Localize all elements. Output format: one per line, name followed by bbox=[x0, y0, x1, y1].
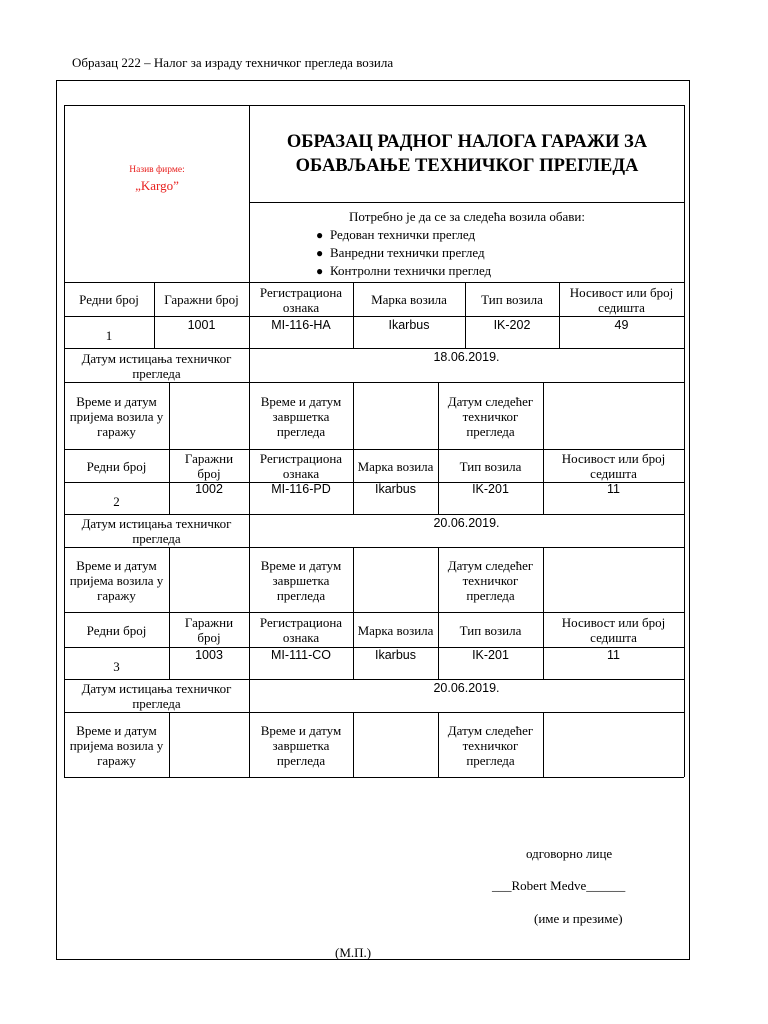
received-label: Време и датум пријема возила у гаражу bbox=[69, 722, 164, 768]
name-hint: (име и презиме) bbox=[534, 911, 623, 926]
vehicle-number: 3 bbox=[113, 658, 120, 674]
list-item: ● Редован технички преглед bbox=[316, 227, 476, 242]
firm-label: Назив фирме: bbox=[129, 165, 185, 175]
completed-label: Време и датум завршетка прегледа bbox=[260, 722, 342, 768]
form-caption: Образац 222 – Налог за израду техничког прегледа возила bbox=[72, 55, 394, 70]
column-header: Регистрациона ознака bbox=[259, 615, 343, 645]
expiry-label: Датум истицања техничког прегледа bbox=[81, 350, 232, 381]
vehicle-number: 1 bbox=[105, 327, 113, 343]
column-header: Редни број bbox=[86, 458, 147, 474]
column-header: Редни број bbox=[86, 622, 147, 638]
vehicle-capacity: 11 bbox=[607, 648, 620, 662]
responsible-person-label: одговорно лице bbox=[526, 846, 613, 861]
garage-number: 1002 bbox=[195, 482, 223, 496]
bullet-icon: ● bbox=[316, 264, 324, 278]
stamp-placeholder: (М.П.) bbox=[335, 945, 372, 960]
completed-label: Време и датум завршетка прегледа bbox=[260, 557, 342, 603]
list-item: ● Ванредни технички преглед bbox=[316, 245, 485, 260]
completed-label: Време и датум завршетка прегледа bbox=[260, 393, 342, 439]
column-header: Гаражни број bbox=[184, 451, 234, 481]
column-header: Носивост или број седишта bbox=[561, 615, 666, 645]
registration: MI-111-CO bbox=[271, 648, 331, 662]
column-header: Тип возила bbox=[459, 458, 522, 474]
expiry-date: 18.06.2019. bbox=[433, 350, 500, 364]
next-inspection-label: Датум следећег техничког прегледа bbox=[447, 393, 534, 439]
next-inspection-label: Датум следећег техничког прегледа bbox=[447, 557, 534, 603]
vehicle-make: Ikarbus bbox=[375, 482, 416, 496]
column-header: Тип возила bbox=[459, 622, 522, 638]
vehicle-number: 2 bbox=[113, 493, 120, 509]
column-header: Носивост или број седишта bbox=[561, 451, 666, 481]
garage-number: 1001 bbox=[187, 318, 216, 332]
title-line-2: ОБАВЉАЊЕ ТЕХНИЧКОГ ПРЕГЛЕДА bbox=[295, 156, 639, 176]
column-header: Тип возила bbox=[481, 292, 543, 307]
garage-number: 1003 bbox=[195, 648, 223, 662]
column-header: Регистрациона ознака bbox=[259, 451, 343, 481]
bullet-icon: ● bbox=[316, 228, 324, 242]
registration: MI-116-HA bbox=[271, 318, 331, 332]
next-inspection-label: Датум следећег техничког прегледа bbox=[447, 722, 534, 768]
signature-line: ___Robert Medve______ bbox=[492, 878, 626, 893]
title-line-1: ОБРАЗАЦ РАДНОГ НАЛОГА ГАРАЖИ ЗА bbox=[286, 132, 648, 152]
vehicle-type: IK-201 bbox=[472, 648, 509, 662]
list-item: ● Контролни технички преглед bbox=[316, 263, 492, 278]
page-title bbox=[250, 130, 684, 178]
vehicle-make: Ikarbus bbox=[375, 648, 416, 662]
vehicle-type: IK-202 bbox=[493, 318, 531, 332]
instructions-intro: Потребно је да се за следећа возила обави: bbox=[348, 209, 586, 224]
expiry-date: 20.06.2019. bbox=[433, 516, 500, 530]
column-header: Редни број bbox=[79, 292, 139, 307]
received-label: Време и датум пријема возила у гаражу bbox=[69, 393, 164, 439]
column-header: Гаражни број bbox=[164, 292, 239, 307]
expiry-date: 20.06.2019. bbox=[433, 681, 500, 695]
bullet-icon: ● bbox=[316, 246, 324, 260]
column-header: Гаражни број bbox=[184, 615, 234, 645]
received-label: Време и датум пријема возила у гаражу bbox=[69, 557, 164, 603]
firm-name: „Kargo” bbox=[135, 178, 179, 193]
expiry-label: Датум истицања техничког прегледа bbox=[81, 681, 232, 711]
vehicle-capacity: 11 bbox=[607, 482, 620, 496]
column-header: Регистрациона ознака bbox=[259, 284, 343, 315]
column-header: Марка возила bbox=[357, 458, 434, 474]
column-header: Марка возила bbox=[371, 292, 447, 307]
instructions bbox=[250, 208, 684, 280]
vehicle-make: Ikarbus bbox=[388, 318, 430, 332]
vehicle-type: IK-201 bbox=[472, 482, 509, 496]
expiry-label: Датум истицања техничког прегледа bbox=[81, 516, 232, 546]
column-header: Марка возила bbox=[357, 622, 434, 638]
column-header: Носивост или број седишта bbox=[569, 284, 674, 315]
vehicle-capacity: 49 bbox=[614, 318, 629, 332]
registration: MI-116-PD bbox=[271, 482, 331, 496]
